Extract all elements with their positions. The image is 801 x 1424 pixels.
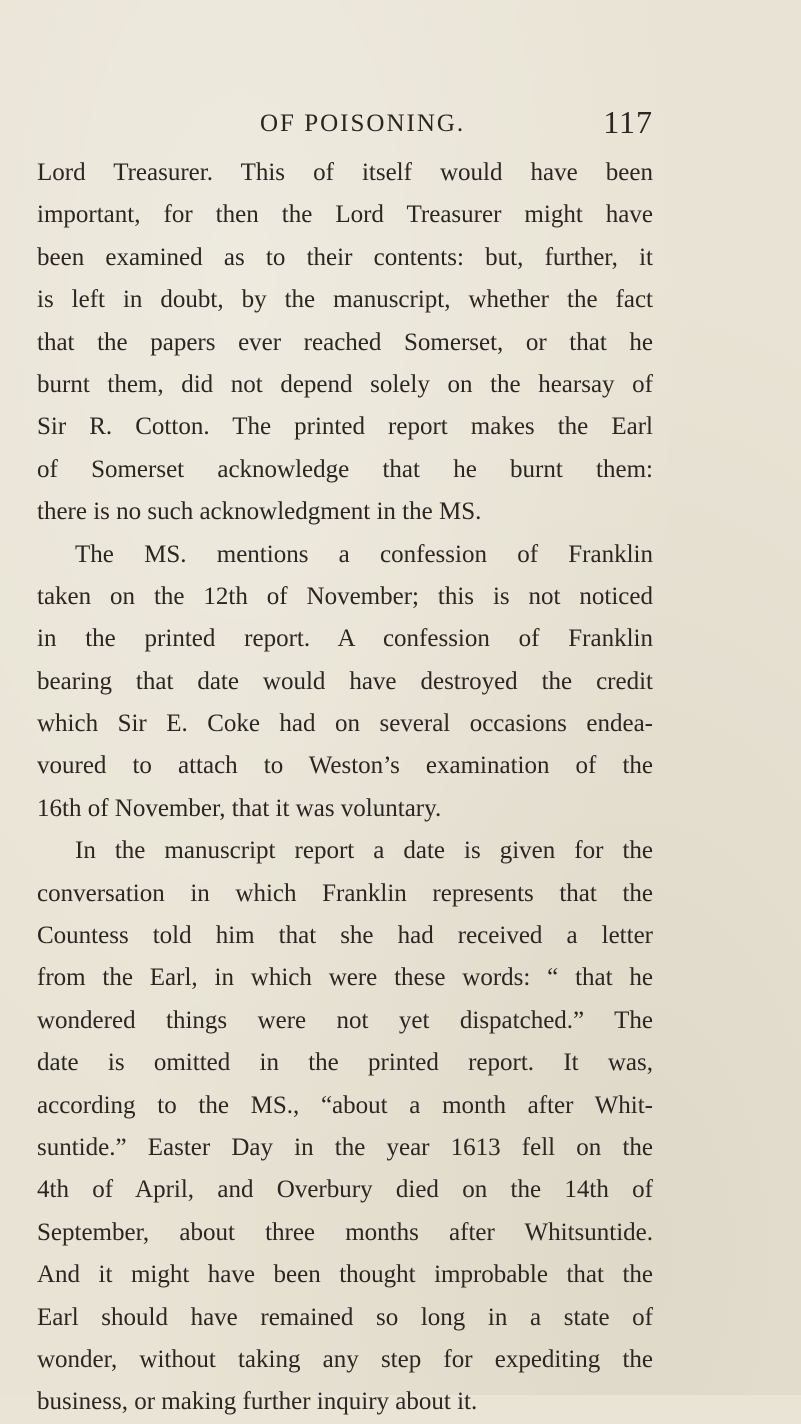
text-line: conversation in which Franklin represents that the: [37, 879, 653, 907]
text-line: Lord Treasurer. This of itself would have been: [37, 159, 653, 186]
text-line: taken on the 12th of November; this is not noticed: [37, 582, 653, 610]
text-line: 16th of November, that it was voluntary.: [37, 794, 442, 822]
text-line: business, or making further inquiry about it.: [37, 1388, 478, 1416]
text-line: burnt them, did not depend solely on the hearsay of: [37, 370, 653, 398]
text-line: from the Earl, in which were these words: “ that he: [37, 964, 653, 992]
text-line: important, for then the Lord Treasurer might have: [37, 201, 653, 229]
text-line: Sir R. Cotton. The printed report makes the Earl: [37, 413, 653, 441]
text-line: in the printed report. A confession of Franklin: [37, 625, 653, 653]
running-head: [37, 104, 653, 144]
text-line: wonder, without taking any step for expediting the: [37, 1345, 653, 1373]
text-line: Countess told him that she had received a letter: [37, 922, 653, 950]
text-line: that the papers ever reached Somerset, or that he: [37, 328, 653, 356]
text-line: The MS. mentions a confession of Franklin: [75, 540, 653, 568]
text-line: And it might have been thought improbable that the: [37, 1261, 653, 1289]
text-line: In the manuscript report a date is given for the: [75, 837, 653, 865]
text-line: suntide.” Easter Day in the year 1613 fell on the: [37, 1133, 653, 1161]
text-line: been examined as to their contents: but, further, it: [37, 243, 653, 271]
text-line: 4th of April, and Overbury died on the 14th of: [37, 1176, 653, 1204]
text-line: there is no such acknowledgment in the MS.: [37, 498, 482, 526]
text-line: Earl should have remained so long in a state of: [37, 1303, 653, 1331]
text-line: bearing that date would have destroyed the credit: [37, 667, 653, 695]
body-text: [37, 152, 653, 1424]
text-line: of Somerset acknowledge that he burnt them:: [37, 455, 653, 483]
text-line: voured to attach to Weston’s examination of the: [37, 752, 653, 780]
text-line: according to the MS., “about a month after Whit-: [37, 1091, 653, 1119]
running-title: OF POISONING.: [260, 110, 466, 137]
text-line: wondered things were not yet dispatched.” The: [37, 1006, 653, 1034]
text-line: which Sir E. Coke had on several occasions endea-: [37, 710, 653, 738]
text-line: September, about three months after Whitsuntide.: [37, 1218, 653, 1246]
page-number: 117: [603, 104, 653, 140]
text-line: date is omitted in the printed report. It was,: [37, 1049, 653, 1077]
text-line: is left in doubt, by the manuscript, whether the fact: [37, 286, 653, 314]
